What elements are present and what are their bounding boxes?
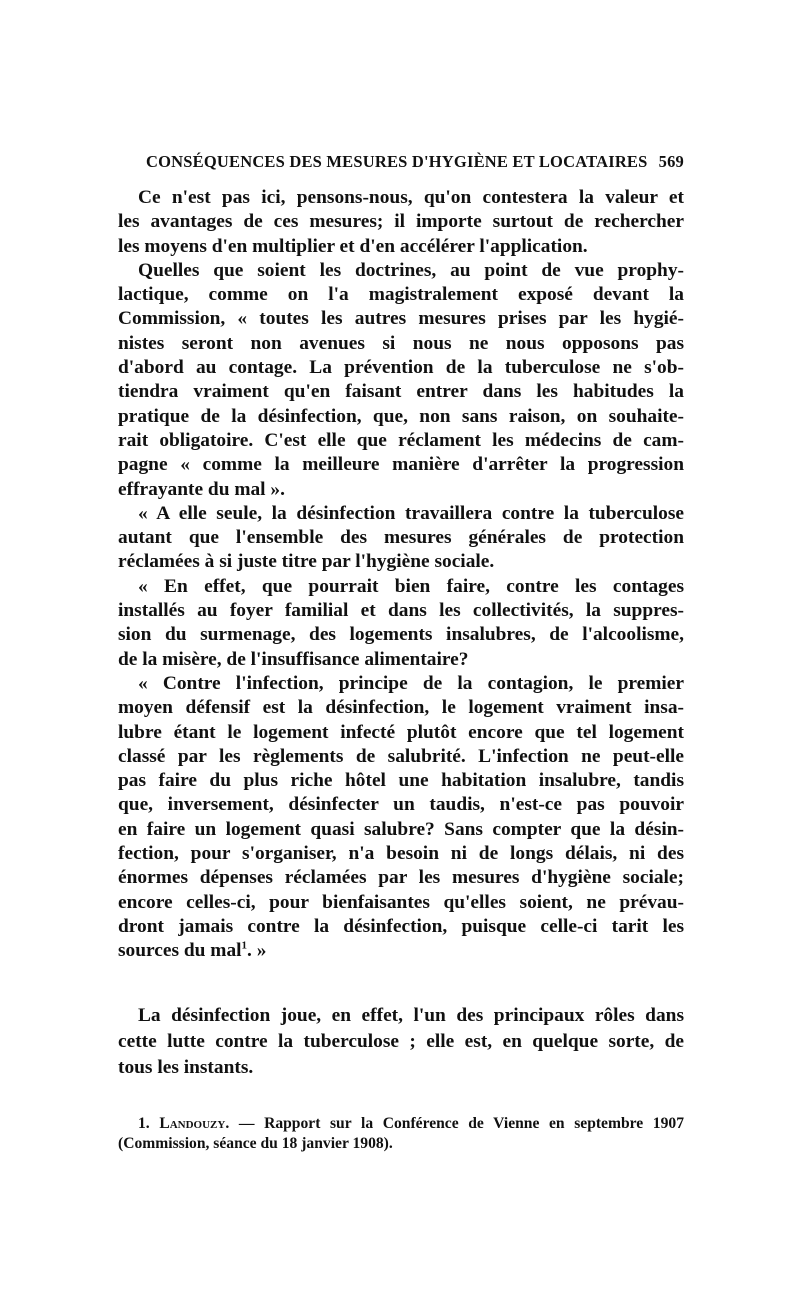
text-line: tous les instants. — [118, 1057, 254, 1078]
text-line: rait obligatoire. C'est elle que réclament les médecins de cam- — [118, 429, 684, 451]
text-line: « A elle seule, la désinfection travaillera contre la tuberculose — [138, 502, 684, 524]
text-line: sion du surmenage, des logements insalubres, de l'alcoolisme, — [118, 624, 684, 646]
text-line: autant que l'ensemble des mesures générales de protection — [118, 527, 684, 549]
footnote-reference: 1 — [241, 939, 248, 952]
text-line: d'abord au contage. La prévention de la tuberculose ne s'ob- — [118, 357, 684, 379]
text-line: effrayante du mal ». — [118, 478, 285, 500]
text-line: les moyens d'en multiplier et d'en accélérer l'application. — [118, 235, 588, 257]
text-line: Ce n'est pas ici, pensons-nous, qu'on contestera la valeur et — [138, 187, 684, 208]
text-line: La désinfection joue, en effet, l'un des principaux rôles dans — [138, 1005, 684, 1026]
text-fragment: sources du mal — [118, 940, 242, 962]
footnote-line — [118, 1114, 684, 1134]
text-line: moyen défensif est la désinfection, le logement vraiment insa- — [118, 697, 684, 719]
running-head — [118, 152, 684, 176]
page-number: 569 — [658, 152, 684, 171]
text-line: pas faire du plus riche hôtel une habitation insalubre, tandis — [118, 770, 684, 792]
main-text — [118, 186, 684, 964]
text-line: de la misère, de l'insuffisance alimentaire? — [118, 648, 469, 670]
text-line: cette lutte contre la tuberculose ; elle est, en quelque sorte, de — [118, 1031, 684, 1052]
text-line: tiendra vraiment qu'en faisant entrer dans les habitudes la — [118, 381, 684, 403]
text-fragment: . » — [247, 940, 267, 962]
footnote-text: — Rapport sur la Conférence de Vienne en septembre 1907 — [229, 1115, 684, 1132]
text-line: Commission, « toutes les autres mesures prises par les hygié- — [118, 308, 684, 330]
text-line: fection, pour s'organiser, n'a besoin ni de longs délais, ni des — [118, 843, 684, 865]
text-line: lubre étant le logement infecté plutôt encore que tel logement — [118, 721, 684, 743]
text-line: « En effet, que pourrait bien faire, contre les contages — [138, 575, 684, 597]
footnote-author: Landouzy. — [159, 1115, 230, 1132]
text-line-with-footnote-ref — [118, 939, 684, 963]
running-head-title: CONSÉQUENCES DES MESURES D'HYGIÈNE ET LOCATAIRES — [146, 152, 648, 171]
text-line: lactique, comme on l'a magistralement exposé devant la — [118, 284, 684, 306]
text-line: nistes seront non avenues si nous ne nous opposons pas — [118, 332, 684, 354]
footnote-line: (Commission, séance du 18 janvier 1908). — [118, 1135, 393, 1152]
footnote — [118, 1114, 684, 1154]
closing-paragraph — [118, 1003, 684, 1081]
text-line: installés au foyer familial et dans les collectivités, la suppres- — [118, 600, 684, 622]
text-line: « Contre l'infection, principe de la contagion, le premier — [138, 672, 684, 694]
text-line: que, inversement, désinfecter un taudis, n'est-ce pas pouvoir — [118, 794, 684, 816]
text-line: énormes dépenses réclamées par les mesures d'hygiène sociale; — [118, 867, 684, 889]
text-line: classé par les règlements de salubrité. L'infection ne peut-elle — [118, 745, 684, 767]
text-line: encore celles-ci, pour bienfaisantes qu'elles soient, ne prévau- — [118, 891, 684, 913]
text-line: pratique de la désinfection, que, non sans raison, on souhaite- — [118, 405, 684, 427]
text-line: en faire un logement quasi salubre? Sans compter que la désin- — [118, 818, 684, 840]
text-line: Quelles que soient les doctrines, au point de vue prophy- — [138, 259, 684, 281]
text-line: dront jamais contre la désinfection, puisque celle-ci tarit les — [118, 915, 684, 937]
text-line: les avantages de ces mesures; il importe surtout de rechercher — [118, 211, 684, 233]
text-line: pagne « comme la meilleure manière d'arrêter la progression — [118, 454, 684, 476]
footnote-number: 1. — [138, 1115, 150, 1132]
text-line: réclamées à si juste titre par l'hygiène sociale. — [118, 551, 495, 573]
